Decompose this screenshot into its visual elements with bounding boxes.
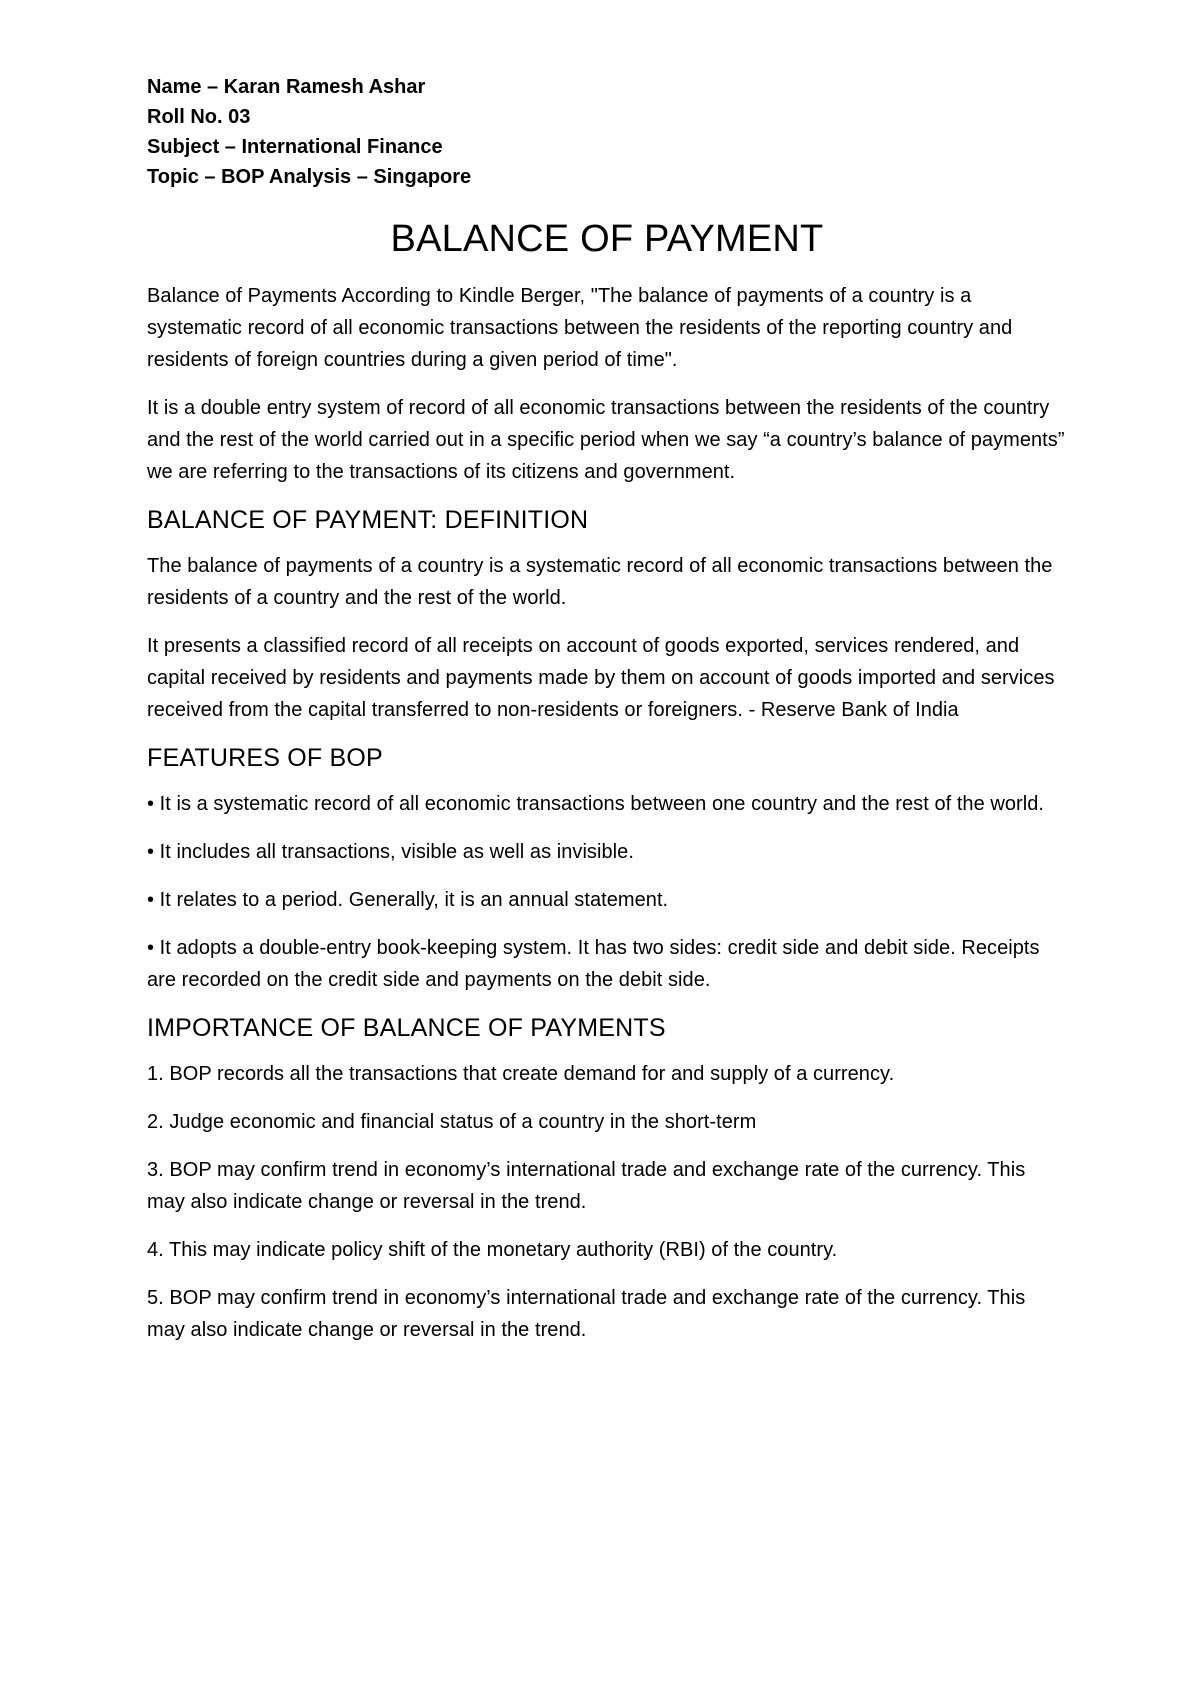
definition-paragraph-1: The balance of payments of a country is a systematic record of all economic transactions between the residents of a country and the rest of the world. — [147, 555, 1053, 609]
document-title: BALANCE OF PAYMENT — [390, 218, 824, 260]
feature-item: • It relates to a period. Generally, it is an annual statement. — [147, 889, 669, 911]
importance-item: 4. This may indicate policy shift of the monetary authority (RBI) of the country. — [147, 1239, 838, 1261]
intro-section — [147, 280, 1067, 488]
feature-item: • It is a systematic record of all economic transactions between one country and the rest of the world. — [147, 793, 1045, 815]
definition-heading: BALANCE OF PAYMENT: DEFINITION — [147, 506, 589, 534]
importance-item: 2. Judge economic and financial status of a country in the short-term — [147, 1111, 757, 1133]
topic-line: Topic – BOP Analysis – Singapore — [147, 166, 472, 188]
importance-item: 5. BOP may confirm trend in economy’s international trade and exchange rate of the currency. This may also indicate change or reversal in the trend. — [147, 1287, 1026, 1341]
importance-section — [147, 1012, 1067, 1346]
document-page — [147, 72, 1067, 1362]
intro-paragraph-2: It is a double entry system of record of all economic transactions between the residents of the country and the rest of the world carried out in a specific period when we say “a country’s balance of payments” we are referring to the transactions of its citizens and government. — [147, 397, 1065, 483]
importance-heading: IMPORTANCE OF BALANCE OF PAYMENTS — [147, 1014, 666, 1042]
features-heading: FEATURES OF BOP — [147, 744, 383, 772]
feature-item: • It includes all transactions, visible as well as invisible. — [147, 841, 634, 863]
features-section — [147, 742, 1067, 996]
name-line: Name – Karan Ramesh Ashar — [147, 76, 426, 98]
definition-section — [147, 504, 1067, 726]
intro-paragraph-1: Balance of Payments According to Kindle Berger, "The balance of payments of a country is a systematic record of all economic transactions between the residents of the reporting country and residents of foreign countries during a given period of time". — [147, 285, 1013, 371]
subject-line: Subject – International Finance — [147, 136, 443, 158]
importance-item: 3. BOP may confirm trend in economy’s international trade and exchange rate of the currency. This may also indicate change or reversal in the trend. — [147, 1159, 1026, 1213]
importance-item: 1. BOP records all the transactions that create demand for and supply of a currency. — [147, 1063, 895, 1085]
definition-paragraph-2: It presents a classified record of all receipts on account of goods exported, services rendered, and capital received by residents and payments made by them on account of goods imported and services received from the capital transferred to non-residents or foreigners. - Reserve Bank of India — [147, 635, 1055, 721]
feature-item: • It adopts a double-entry book-keeping system. It has two sides: credit side and debit side. Receipts are recorded on the credit side and payments on the debit side. — [147, 937, 1040, 991]
student-info-block — [147, 72, 1067, 192]
roll-number-line: Roll No. 03 — [147, 106, 251, 128]
